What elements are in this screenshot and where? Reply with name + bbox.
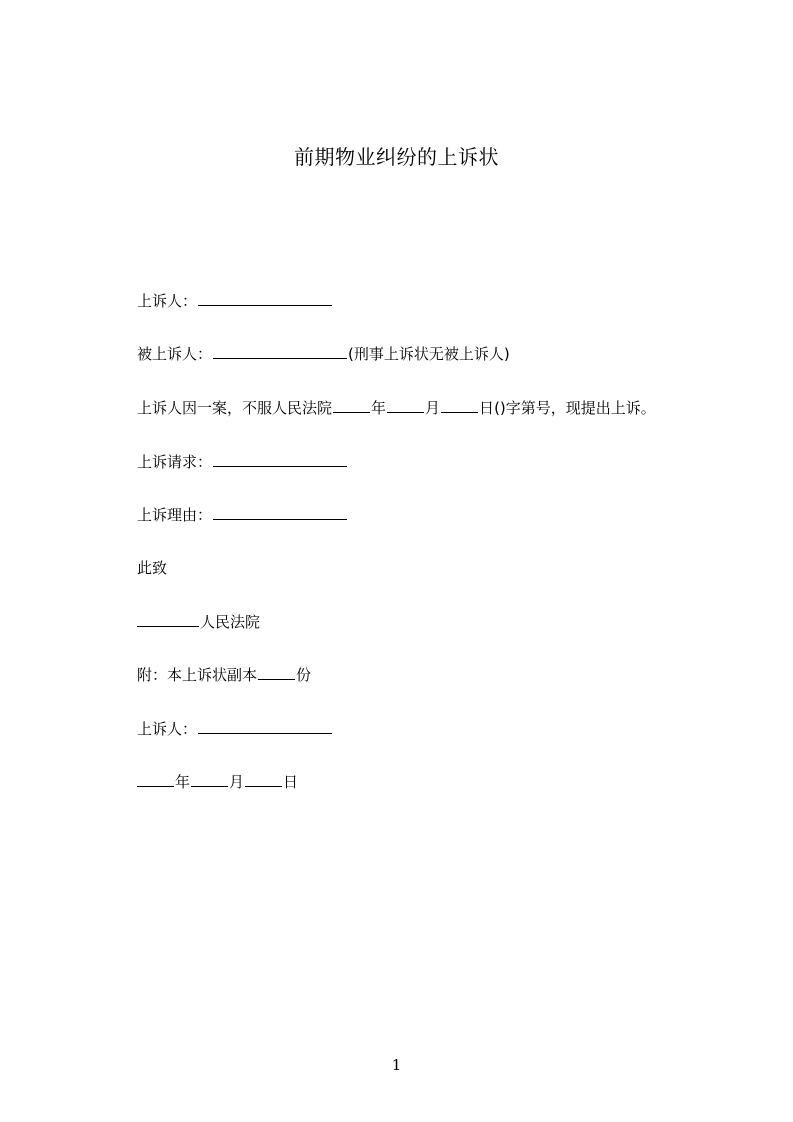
judgment-year-label: 年 — [371, 399, 387, 417]
appellant-blank — [198, 290, 332, 306]
appellee-blank — [213, 343, 347, 359]
judgment-day-blank — [441, 397, 478, 413]
appellee-note: (刑事上诉状无被上诉人) — [348, 345, 510, 363]
date-day-label: 日 — [283, 773, 299, 791]
judgment-month-blank — [387, 397, 424, 413]
date-month-label: 月 — [229, 773, 245, 791]
court-line — [137, 611, 260, 633]
court-blank — [137, 611, 199, 627]
attachment-label: 附：本上诉状副本 — [137, 666, 258, 684]
appellee-label: 被上诉人： — [137, 345, 213, 363]
case-statement-part2: ()字第号，现提出上诉。 — [494, 399, 656, 417]
judgment-day-label: 日 — [479, 399, 495, 417]
signature-blank — [198, 718, 332, 734]
date-line — [137, 771, 298, 793]
signature-label: 上诉人： — [137, 720, 198, 738]
salutation: 此致 — [137, 559, 168, 577]
attachment-unit: 份 — [296, 666, 312, 684]
request-label: 上诉请求： — [137, 453, 213, 471]
date-month-blank — [191, 771, 228, 787]
attachment-line — [137, 664, 311, 686]
reason-label: 上诉理由： — [137, 506, 213, 524]
reason-line — [137, 504, 348, 526]
document-title: 前期物业纠纷的上诉状 — [294, 145, 499, 169]
case-statement-line — [137, 397, 656, 419]
attachment-count-blank — [258, 664, 295, 680]
date-year-blank — [137, 771, 174, 787]
date-year-label: 年 — [175, 773, 191, 791]
appellant-label: 上诉人： — [137, 292, 198, 310]
request-blank — [213, 451, 347, 467]
appellant-line — [137, 290, 333, 312]
judgment-month-label: 月 — [425, 399, 441, 417]
request-line — [137, 451, 348, 473]
judgment-year-blank — [333, 397, 370, 413]
reason-blank — [213, 504, 347, 520]
court-label: 人民法院 — [200, 613, 261, 631]
signature-line — [137, 718, 333, 740]
date-day-blank — [245, 771, 282, 787]
case-statement-part1: 上诉人因一案，不服人民法院 — [137, 399, 333, 417]
page-number: 1 — [391, 1056, 402, 1074]
appellee-line — [137, 343, 510, 365]
